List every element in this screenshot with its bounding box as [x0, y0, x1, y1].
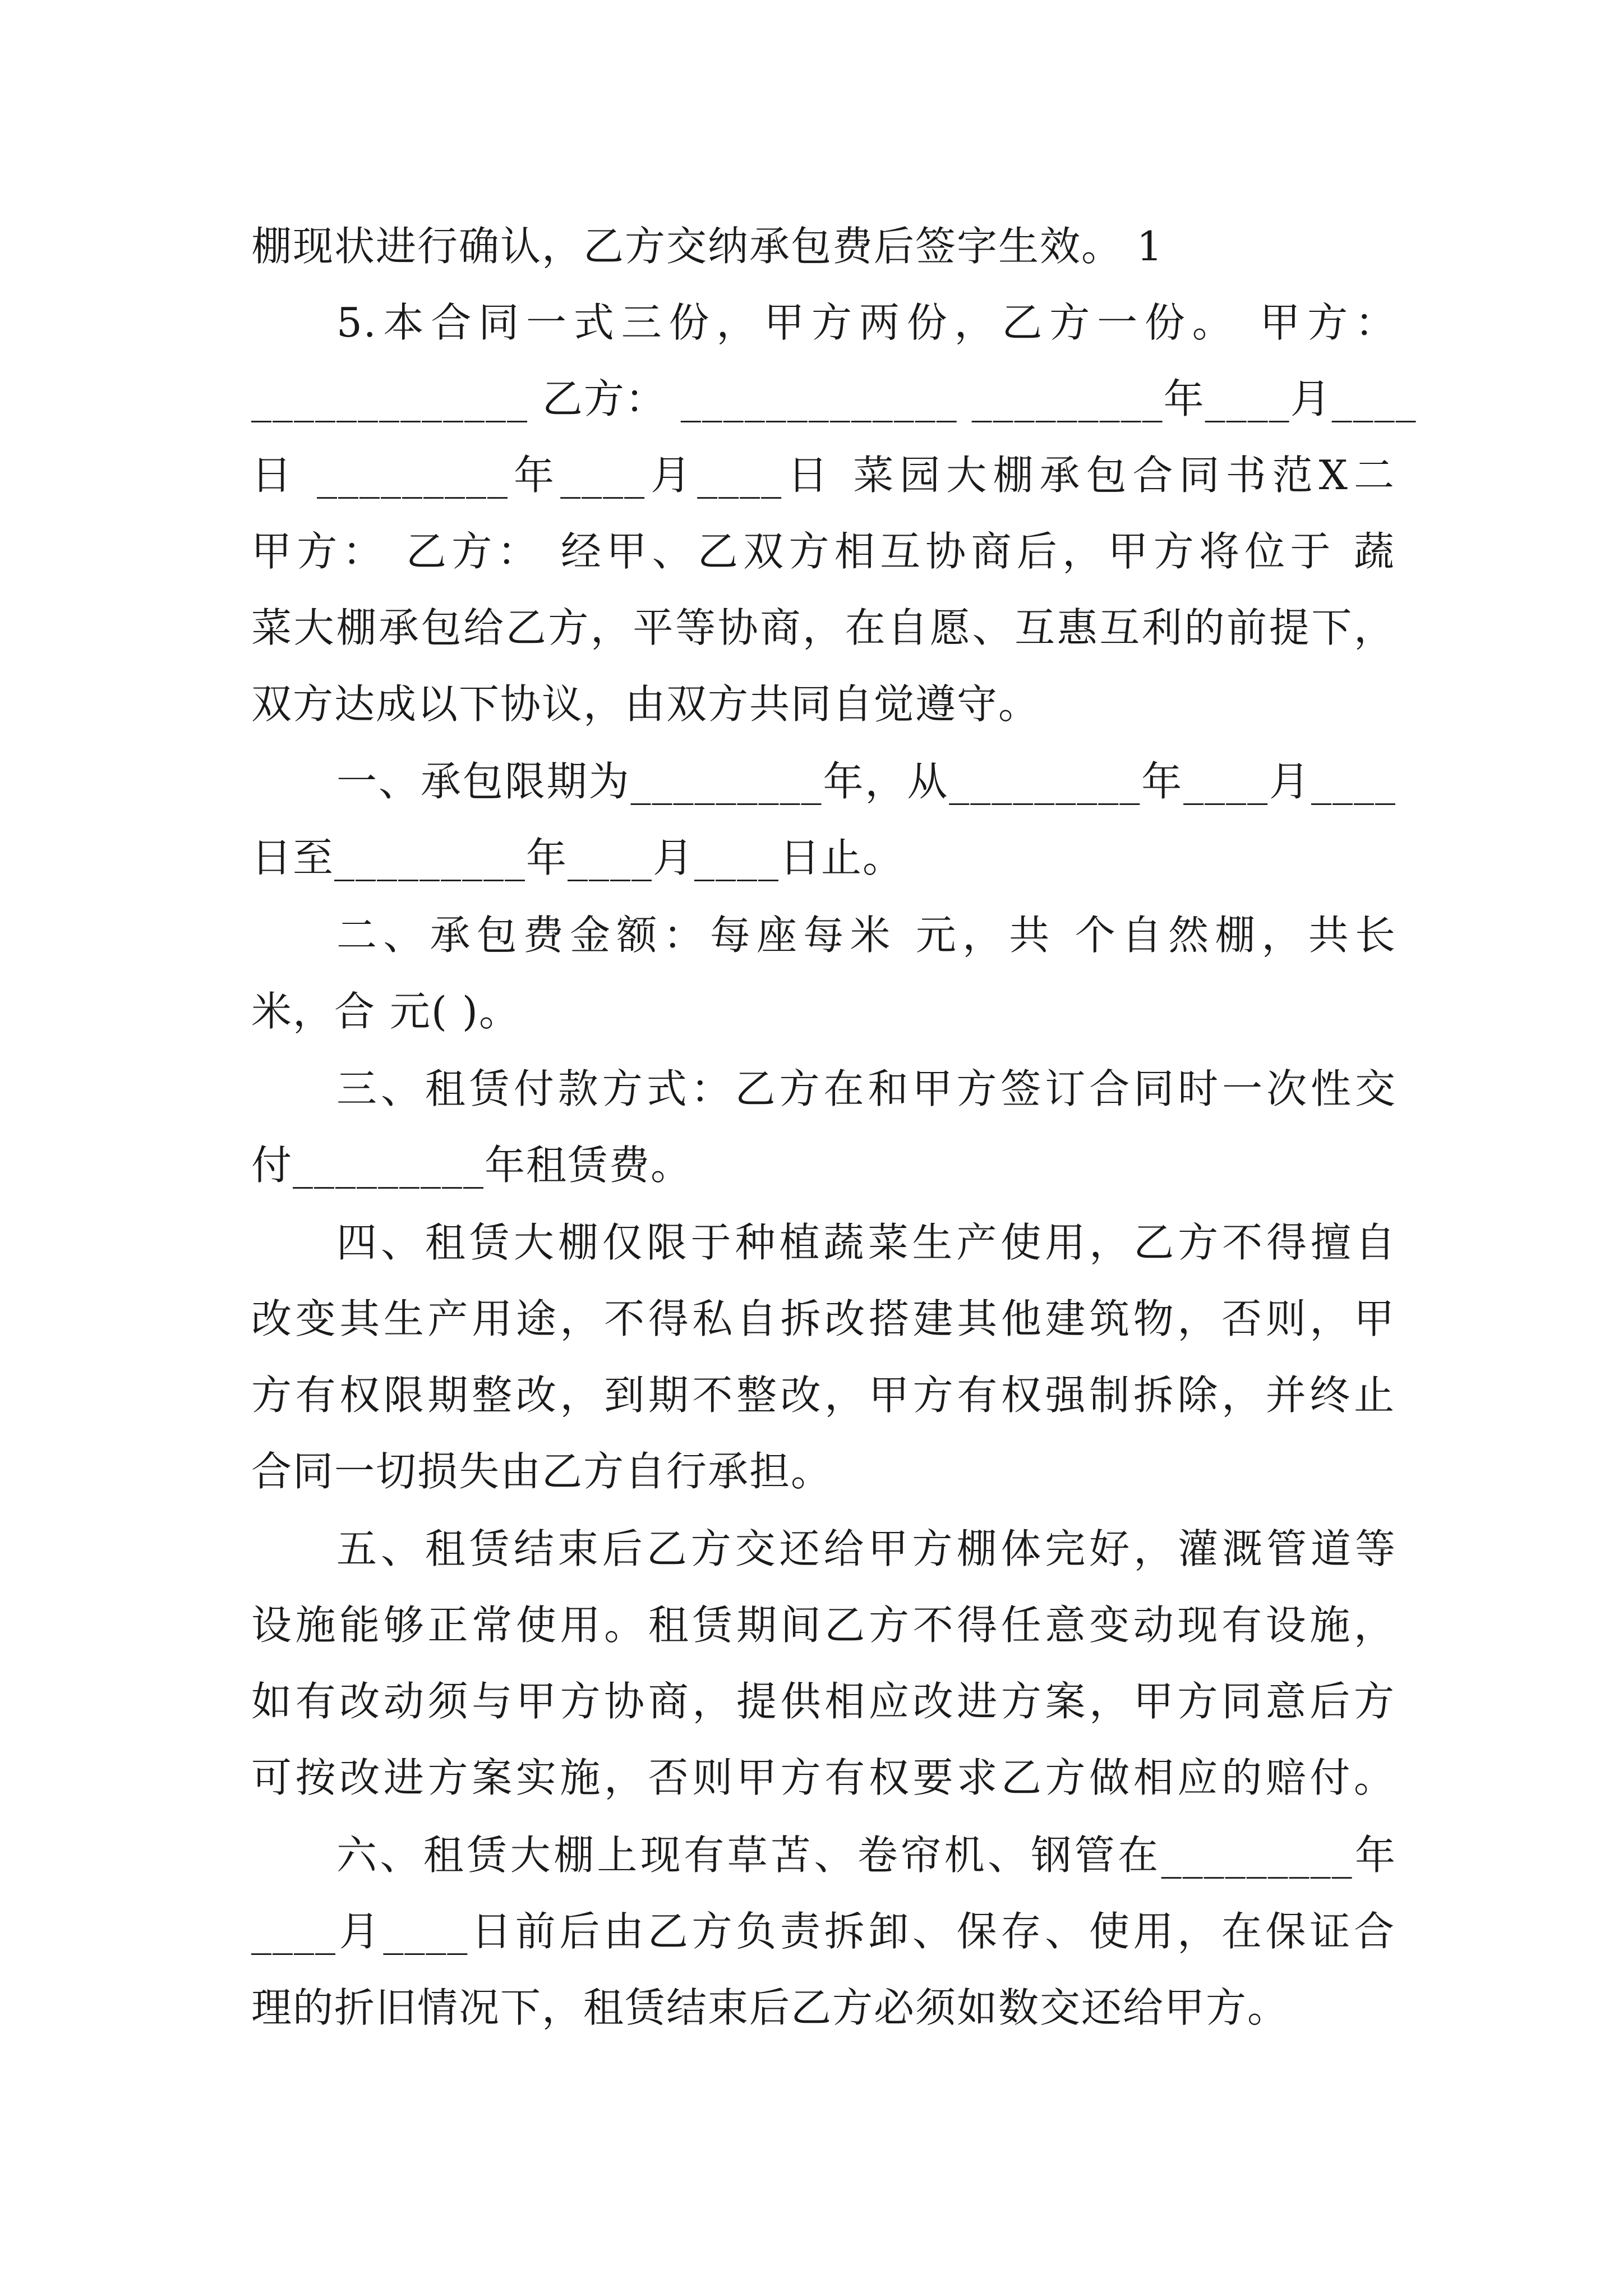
- text-line: 改变其生产用途，不得私自拆改搭建其他建筑物，否则，甲: [251, 1295, 1395, 1342]
- text-line: 一、承包限期为_________年，从_________年____月____: [336, 758, 1396, 805]
- text-line: 如有改动须与甲方协商，提供相应改进方案，甲方同意后方: [251, 1678, 1395, 1725]
- text-line: 棚现状进行确认，乙方交纳承包费后签字生效。 1: [251, 223, 1164, 270]
- text-line: 菜大棚承包给乙方，平等协商，在自愿、互惠互利的前提下，: [251, 604, 1395, 651]
- text-line: 双方达成以下协议，由双方共同自觉遵守。: [251, 680, 1040, 728]
- text-line: 三、租赁付款方式：乙方在和甲方签订合同时一次性交: [336, 1065, 1396, 1112]
- text-line: 合同一切损失由乙方自行承担。: [251, 1448, 833, 1495]
- text-line: _____________ 乙方： _____________ _________年____月____: [251, 375, 1417, 422]
- text-line: 日 _________年____月____日 菜园大棚承包合同书范X二: [251, 452, 1395, 499]
- text-line: 甲方： 乙方： 经甲、乙双方相互协商后，甲方将位于 蔬: [251, 528, 1395, 575]
- text-line: ____月____日前后由乙方负责拆卸、保存、使用，在保证合: [251, 1908, 1395, 1955]
- text-line: 理的折旧情况下，租赁结束后乙方必须如数交还给甲方。: [251, 1984, 1289, 2031]
- text-line: 五、租赁结束后乙方交还给甲方棚体完好，灌溉管道等: [336, 1525, 1396, 1572]
- text-line: 日至_________年____月____日止。: [251, 834, 905, 881]
- text-line: 5.本合同一式三份，甲方两份，乙方一份。 甲方：: [336, 299, 1396, 346]
- text-line: 米，合 元( )。: [251, 988, 520, 1035]
- text-line: 可按改进方案实施，否则甲方有权要求乙方做相应的赔付。: [251, 1754, 1395, 1801]
- text-line: 二、承包费金额：每座每米 元，共 个自然棚，共长: [336, 912, 1396, 959]
- text-line: 六、租赁大棚上现有草苫、卷帘机、钢管在_________年: [336, 1832, 1396, 1879]
- text-line: 方有权限期整改，到期不整改，甲方有权强制拆除，并终止: [251, 1372, 1395, 1419]
- text-line: 设施能够正常使用。租赁期间乙方不得任意变动现有设施，: [251, 1602, 1395, 1649]
- text-line: 付_________年租赁费。: [251, 1142, 693, 1189]
- text-line: 四、租赁大棚仅限于种植蔬菜生产使用，乙方不得擅自: [336, 1219, 1396, 1266]
